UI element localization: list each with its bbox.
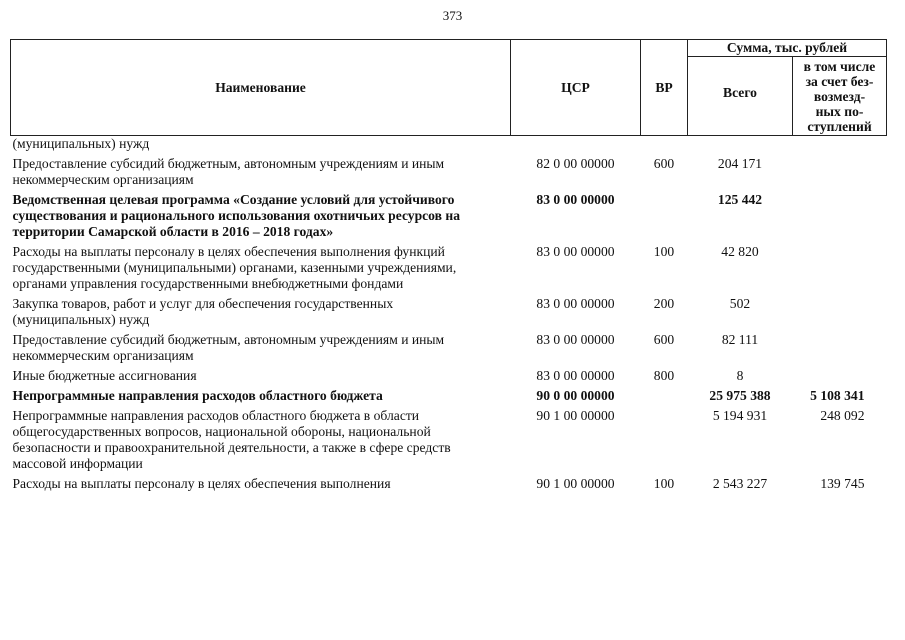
header-vr: ВР [641, 40, 688, 136]
header-csr: ЦСР [511, 40, 641, 136]
row-total: 82 111 [721, 332, 759, 347]
row-csr: 90 1 00 00000 [536, 408, 615, 423]
row-name: Непрограммные направления расходов областного бюджета [12, 388, 383, 403]
row-name: Иные бюджетные ассигнования [12, 368, 197, 383]
row-name: Предоставление субсидий бюджетным, автономным учреждениям и иным некоммерческим организациям [12, 332, 445, 363]
row-csr: 83 0 00 00000 [536, 192, 615, 207]
row-name: Ведомственная целевая программа «Создание условий для устойчивого существования и рационального использования охотничьих ресурсов на территории Самарской области в 2016 – 2018 годах» [12, 192, 461, 239]
row-csr: 83 0 00 00000 [536, 296, 615, 311]
row-name: Закупка товаров, работ и услуг для обеспечения государственных (муниципальных) нужд [12, 296, 394, 327]
row-csr: 83 0 00 00000 [536, 332, 615, 347]
table-row [11, 136, 887, 156]
row-free [793, 331, 887, 367]
row-free [793, 136, 887, 156]
row-total [688, 136, 793, 156]
budget-table [10, 39, 887, 495]
table-row [11, 367, 887, 387]
table-body [11, 136, 887, 496]
table-row [11, 475, 887, 495]
header-free-receipts [793, 57, 887, 136]
row-csr: 90 0 00 00000 [536, 388, 615, 403]
header-total: Всего [688, 57, 793, 136]
row-name: Расходы на выплаты персоналу в целях обеспечения выполнения функций государственными (муниципальными) органами, казенными учреждениями, органами управления государственными внебюджетными фондами [12, 244, 457, 291]
row-name: Предоставление субсидий бюджетным, автономным учреждениям и иным некоммерческим организациям [12, 156, 445, 187]
table-header [11, 40, 887, 136]
row-free [793, 155, 887, 191]
table-row [11, 331, 887, 367]
row-free [793, 367, 887, 387]
row-total: 5 194 931 [712, 408, 768, 423]
row-vr: 100 [653, 244, 675, 259]
table-row [11, 295, 887, 331]
row-csr: 82 0 00 00000 [536, 156, 615, 171]
table-row [11, 155, 887, 191]
row-free [793, 295, 887, 331]
row-csr [511, 136, 641, 156]
row-vr [641, 407, 688, 475]
row-total: 42 820 [721, 244, 759, 259]
row-total: 2 543 227 [712, 476, 768, 491]
table-row [11, 407, 887, 475]
table-row [11, 191, 887, 243]
row-csr: 90 1 00 00000 [536, 476, 615, 491]
page-number: 373 [442, 8, 463, 23]
row-csr: 83 0 00 00000 [536, 244, 615, 259]
header-name: Наименование [11, 40, 511, 136]
row-csr: 83 0 00 00000 [536, 368, 615, 383]
row-name: (муниципальных) нужд [12, 136, 150, 151]
row-total: 8 [736, 368, 744, 383]
row-vr [641, 387, 688, 407]
row-total: 204 171 [717, 156, 763, 171]
row-name: Непрограммные направления расходов областного бюджета в области общегосударственных вопросов, национальной обороны, национальной безопасности и правоохранительной деятельности, а также в сфере средств массовой информации [12, 408, 451, 471]
row-vr: 200 [653, 296, 675, 311]
row-vr [641, 136, 688, 156]
row-total: 125 442 [717, 192, 763, 207]
row-vr: 600 [653, 156, 675, 171]
row-vr: 600 [653, 332, 675, 347]
row-total: 502 [729, 296, 751, 311]
row-free: 248 092 [820, 408, 865, 423]
row-vr [641, 191, 688, 243]
table-row [11, 243, 887, 295]
header-sum: Сумма, тыс. рублей [688, 40, 887, 57]
header-free-receipts-text: в том числе за счет без- возмезд- ных по- ступлений [803, 59, 876, 134]
row-total: 25 975 388 [709, 388, 771, 403]
table-row [11, 387, 887, 407]
row-vr: 800 [653, 368, 675, 383]
row-free [793, 243, 887, 295]
row-name: Расходы на выплаты персоналу в целях обеспечения выполнения [12, 476, 391, 491]
row-free: 5 108 341 [810, 388, 865, 403]
row-free [793, 191, 887, 243]
row-vr: 100 [653, 476, 675, 491]
row-free: 139 745 [820, 476, 865, 491]
